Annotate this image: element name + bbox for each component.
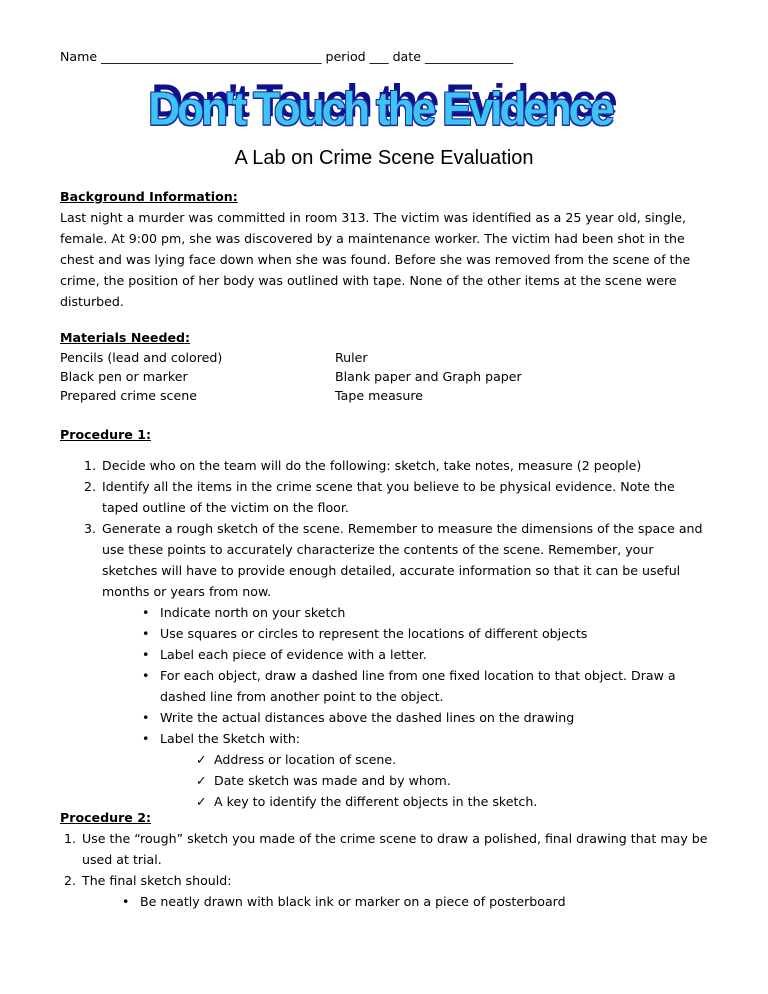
step-text: Generate a rough sketch of the scene. Remember to measure the dimensions of the space and use these points to accurately characterize the contents of the scene. Remember, your sketches will have to provide enough detailed, accurate information so that it can be useful months or years from now.	[102, 521, 703, 599]
subtitle: A Lab on Crime Scene Evaluation	[234, 147, 534, 169]
label-checklist	[160, 749, 712, 812]
bullet-item: • Indicate north on your sketch	[158, 602, 712, 623]
materials-section	[60, 327, 712, 403]
materials-left-list	[60, 348, 222, 405]
materials-heading: Materials Needed:	[60, 330, 191, 345]
procedure1-steps	[60, 455, 712, 812]
bullet-item: • Use squares or circles to represent the locations of different objects	[158, 623, 712, 644]
bullet-item: • Label each piece of evidence with a letter.	[158, 644, 712, 665]
procedure2-section	[60, 807, 712, 912]
sketch-bullets	[102, 602, 712, 812]
procedure2-heading: Procedure 2:	[60, 810, 152, 825]
check-item: ✓ A key to identify the different objects in the sketch.	[212, 791, 712, 812]
material-item: Ruler	[335, 350, 368, 365]
background-text: Last night a murder was committed in room 313. The victim was identified as a 25 year old, single, female. At 9:00 pm, she was discovered by a maintenance worker. The victim had been shot in the chest and was lying face down when she was found. Before she was removed from the scene of the crime, the position of her body was outlined with tape. None of the other items at the scene were disturbed.	[60, 210, 691, 309]
step: 1. Use the “rough” sketch you made of the crime scene to draw a polished, final drawing that may be used at trial.	[80, 828, 712, 870]
final-sketch-bullets	[82, 891, 712, 912]
material-item: Prepared crime scene	[60, 388, 197, 403]
bullet-item: • Write the actual distances above the dashed lines on the drawing	[158, 707, 712, 728]
step: 2. Identify all the items in the crime scene that you believe to be physical evidence. Note the taped outline of the victim on the floor.	[100, 476, 712, 518]
title-wordart-logo: Don't Touch the Evidence	[148, 83, 612, 136]
step	[80, 870, 712, 912]
material-item: Pencils (lead and colored)	[60, 350, 223, 365]
material-item: Tape measure	[335, 388, 423, 403]
materials-right-list	[335, 348, 522, 405]
procedure2-steps	[60, 828, 712, 912]
procedure1-heading: Procedure 1:	[60, 427, 152, 442]
check-item: ✓ Address or location of scene.	[212, 749, 712, 770]
bullet-item: • For each object, draw a dashed line from one fixed location to that object. Draw a dashed line from another point to the object.	[158, 665, 712, 707]
background-heading: Background Information:	[60, 189, 238, 204]
material-item: Blank paper and Graph paper	[335, 369, 522, 384]
step: 1. Decide who on the team will do the following: sketch, take notes, measure (2 people)	[100, 455, 712, 476]
material-item: Black pen or marker	[60, 369, 188, 384]
check-item: ✓ Date sketch was made and by whom.	[212, 770, 712, 791]
bullet-item	[158, 728, 712, 812]
step	[100, 518, 712, 812]
bullet-text: Label the Sketch with:	[160, 731, 301, 746]
name-period-date-line: Name ___________________________________ period ___ date ______________	[60, 49, 514, 64]
background-section	[60, 186, 712, 312]
bullet-item: • Be neatly drawn with black ink or marker on a piece of posterboard	[138, 891, 712, 912]
step-text: The final sketch should:	[82, 873, 232, 888]
procedure1-section	[60, 424, 712, 812]
